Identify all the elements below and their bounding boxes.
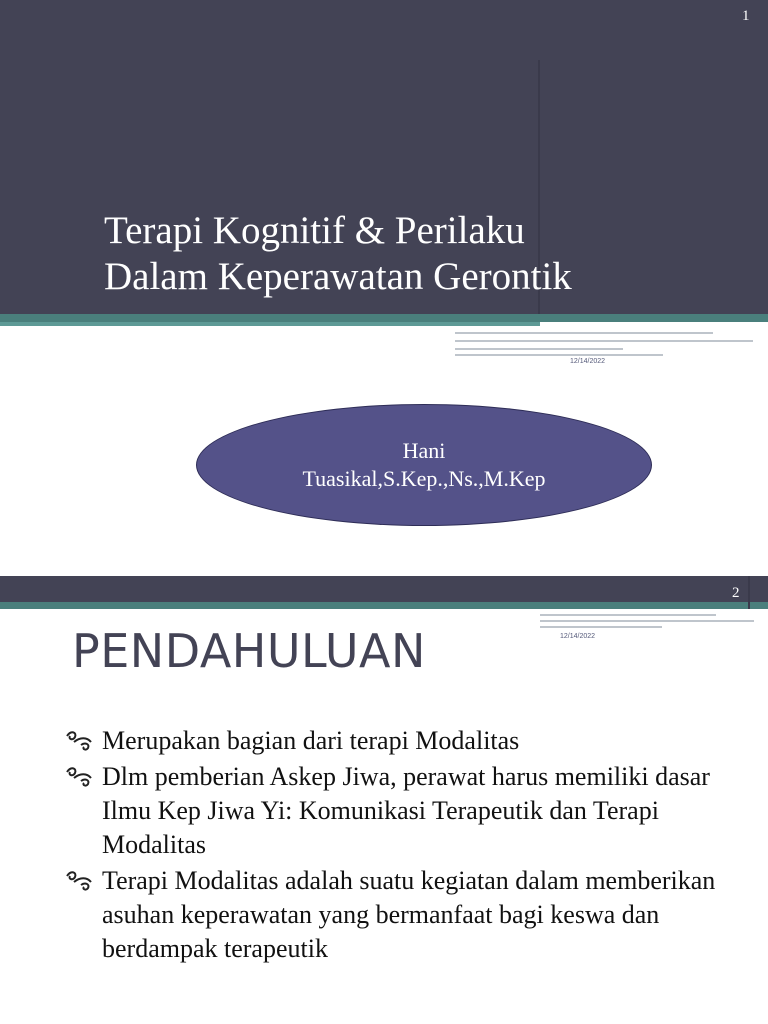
header-band (0, 576, 768, 602)
bullet-list (64, 724, 754, 968)
slide-heading: PENDAHULUAN (72, 624, 426, 678)
title-line: Terapi Kognitif & Perilaku (104, 209, 525, 252)
decor-line (455, 354, 663, 356)
list-item (64, 760, 754, 862)
author-credentials: Tuasikal,S.Kep.,Ns.,M.Kep (302, 466, 546, 491)
page-number: 2 (732, 585, 740, 601)
bullet-text: Terapi Modalitas adalah suatu kegiatan dalam memberikan asuhan keperawatan yang bermanfaat bagi keswa dan berdampak terapeutik (102, 866, 716, 963)
teal-stripe-secondary (0, 322, 540, 326)
decor-line (540, 614, 716, 616)
author-ellipse (196, 404, 652, 526)
decor-line (455, 340, 753, 342)
flourish-bullet-icon (64, 764, 94, 790)
title-line: Dalam Keperawatan Gerontik (104, 255, 572, 298)
list-item (64, 864, 754, 966)
slide-date: 12/14/2022 (570, 358, 606, 365)
band-fold-line (748, 576, 750, 609)
list-item (64, 724, 754, 758)
slide-date: 12/14/2022 (560, 633, 596, 640)
decor-line (455, 332, 713, 334)
teal-stripe (0, 314, 768, 322)
decor-line (540, 620, 754, 622)
slide-2 (0, 576, 768, 1024)
decor-line (455, 348, 623, 350)
bullet-text: Dlm pemberian Askep Jiwa, perawat harus memiliki dasar Ilmu Kep Jiwa Yi: Komunikasi Terapeutik dan Terapi Modalitas (102, 762, 710, 859)
page-number: 1 (742, 8, 750, 24)
flourish-bullet-icon (64, 868, 94, 894)
teal-stripe (0, 602, 768, 609)
slide-title (104, 208, 572, 300)
bullet-text: Merupakan bagian dari terapi Modalitas (102, 726, 520, 755)
slide-gap (0, 560, 768, 576)
author-name: Hani (402, 438, 446, 463)
flourish-bullet-icon (64, 728, 94, 754)
decor-line (540, 626, 662, 628)
